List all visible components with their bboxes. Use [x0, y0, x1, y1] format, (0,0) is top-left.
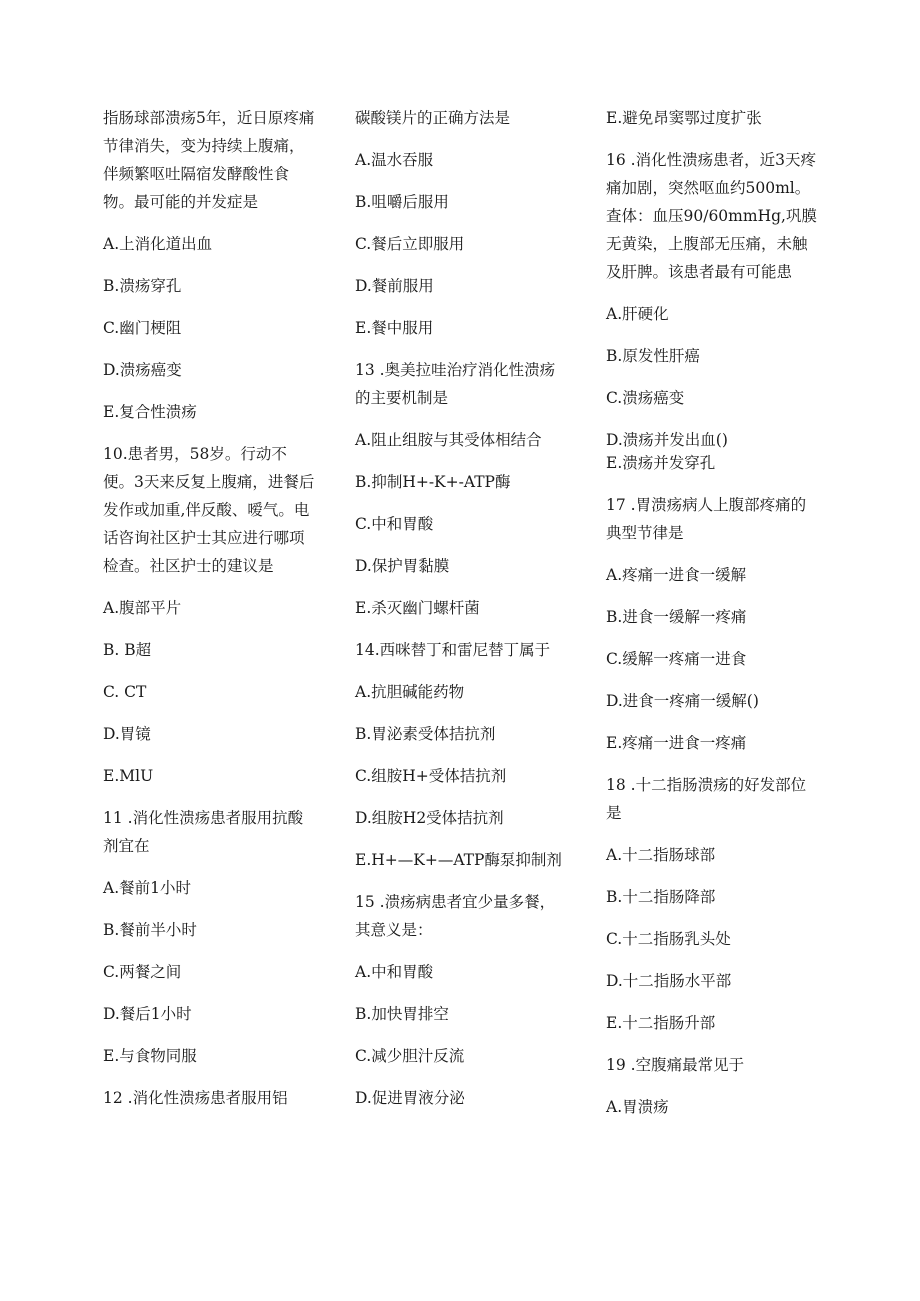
question-text: E.H+—K+—ATP酶泵抑制剂	[355, 851, 562, 869]
answer-option: C.两餐之间	[103, 963, 182, 981]
answer-option: A.上消化道出血	[103, 235, 213, 253]
answer-option: C.中和胃酸	[355, 515, 434, 533]
answer-option: B.抑制H+-K+-ATP酶	[355, 473, 511, 491]
answer-option: B.加快胃排空	[355, 1005, 449, 1023]
answer-option: C.幽门梗阻	[103, 319, 182, 337]
answer-option: E.MlU	[103, 767, 154, 785]
answer-option: B. B超	[103, 641, 152, 659]
question-text: 14.西咪替丁和雷尼替丁属于	[355, 641, 551, 659]
answer-option: A.十二指肠球部	[606, 846, 716, 864]
answer-option: C.减少胆汁反流	[355, 1047, 465, 1065]
question-text: 指肠球部溃疡5年，近日原疼痛节律消失，变为持续上腹痛，伴频繁呕吐隔宿发酵酸性食物。最可能的并发症是	[103, 109, 315, 211]
answer-option: E.杀灭幽门螺杆菌	[355, 599, 480, 617]
answer-option: D.餐前服用	[355, 277, 434, 295]
answer-option: D.十二指肠水平部	[606, 972, 732, 990]
answer-option: C.十二指肠乳头处	[606, 930, 731, 948]
answer-option: A.肝硬化	[606, 305, 669, 323]
answer-option: B.十二指肠降部	[606, 888, 716, 906]
question-text: 13 .奥美拉哇治疗消化性溃疡的主要机制是	[355, 361, 556, 407]
answer-option: C. CT	[103, 683, 147, 701]
answer-option: E.与食物同服	[103, 1047, 197, 1065]
column-middle	[355, 104, 568, 1126]
answer-option: D.溃疡癌变	[103, 361, 182, 379]
answer-option: B.咀嚼后服用	[355, 193, 449, 211]
answer-option: C.缓解一疼痛一进食	[606, 650, 747, 668]
question-text: 11 .消化性溃疡患者服用抗酸剂宜在	[103, 809, 304, 855]
answer-option: A.餐前1小时	[103, 879, 191, 897]
answer-option: E.餐中服用	[355, 319, 434, 337]
answer-option: D.促进胃液分泌	[355, 1089, 465, 1107]
answer-option: A.中和胃酸	[355, 963, 434, 981]
question-text: 18 .十二指肠溃疡的好发部位是	[606, 776, 807, 822]
answer-option: B.胃泌素受体拮抗剂	[355, 725, 496, 743]
question-text: 15 .溃疡病患者宜少量多餐，其意义是：	[355, 893, 556, 939]
answer-option: B.原发性肝癌	[606, 347, 700, 365]
answer-option: A.疼痛一进食一缓解	[606, 566, 747, 584]
answer-option: C.餐后立即服用	[355, 235, 465, 253]
column-right	[606, 104, 820, 1135]
question-text: 10.患者男，58岁。行动不便。3天来反复上腹痛，进餐后发作或加重,伴反酸、嗳气。电话咨询社区护士其应进行哪项检查。社区护士的建议是	[103, 445, 315, 575]
answer-option: A.腹部平片	[103, 599, 182, 617]
answer-option: A.温水吞服	[355, 151, 434, 169]
question-text: 17 .胃溃疡病人上腹部疼痛的典型节律是	[606, 496, 807, 542]
answer-option: E.复合性溃疡	[103, 403, 197, 421]
question-text: 16 .消化性溃疡患者，近3天疼痛加剧，突然呕血约500ml。查体：血压90∕60mmHg,巩膜无黄染，上腹部无压痛，未触及肝脾。该患者最有可能患	[606, 151, 817, 281]
column-left	[103, 104, 315, 1126]
answer-option: D.溃疡并发出血()	[606, 431, 728, 449]
answer-option: D.胃镜	[103, 725, 151, 743]
question-text: 19 .空腹痛最常见于	[606, 1056, 745, 1074]
answer-option: E.疼痛一进食一疼痛	[606, 734, 747, 752]
answer-option: B.溃疡穿孔	[103, 277, 182, 295]
answer-option: C.溃疡癌变	[606, 389, 685, 407]
question-text: 12 .消化性溃疡患者服用铝	[103, 1089, 288, 1107]
answer-option: B.进食一缓解一疼痛	[606, 608, 747, 626]
answer-option: A.抗胆碱能药物	[355, 683, 465, 701]
answer-option: E.溃疡并发穿孔	[606, 454, 716, 472]
answer-option: D.进食一疼痛一缓解()	[606, 692, 759, 710]
answer-option: D.餐后1小时	[103, 1005, 192, 1023]
answer-option: A.阻止组胺与其受体相结合	[355, 431, 542, 449]
answer-option: A.胃溃疡	[606, 1098, 669, 1116]
answer-option: D.保护胃黏膜	[355, 557, 450, 575]
answer-option: D.组胺H2受体拮抗剂	[355, 809, 504, 827]
answer-option: C.组胺H+受体拮抗剂	[355, 767, 507, 785]
question-text: 碳酸镁片的正确方法是	[355, 109, 511, 127]
answer-option: B.餐前半小时	[103, 921, 197, 939]
answer-option: E.十二指肠升部	[606, 1014, 716, 1032]
answer-option: E.避免昂窦鄂过度扩张	[606, 109, 762, 127]
